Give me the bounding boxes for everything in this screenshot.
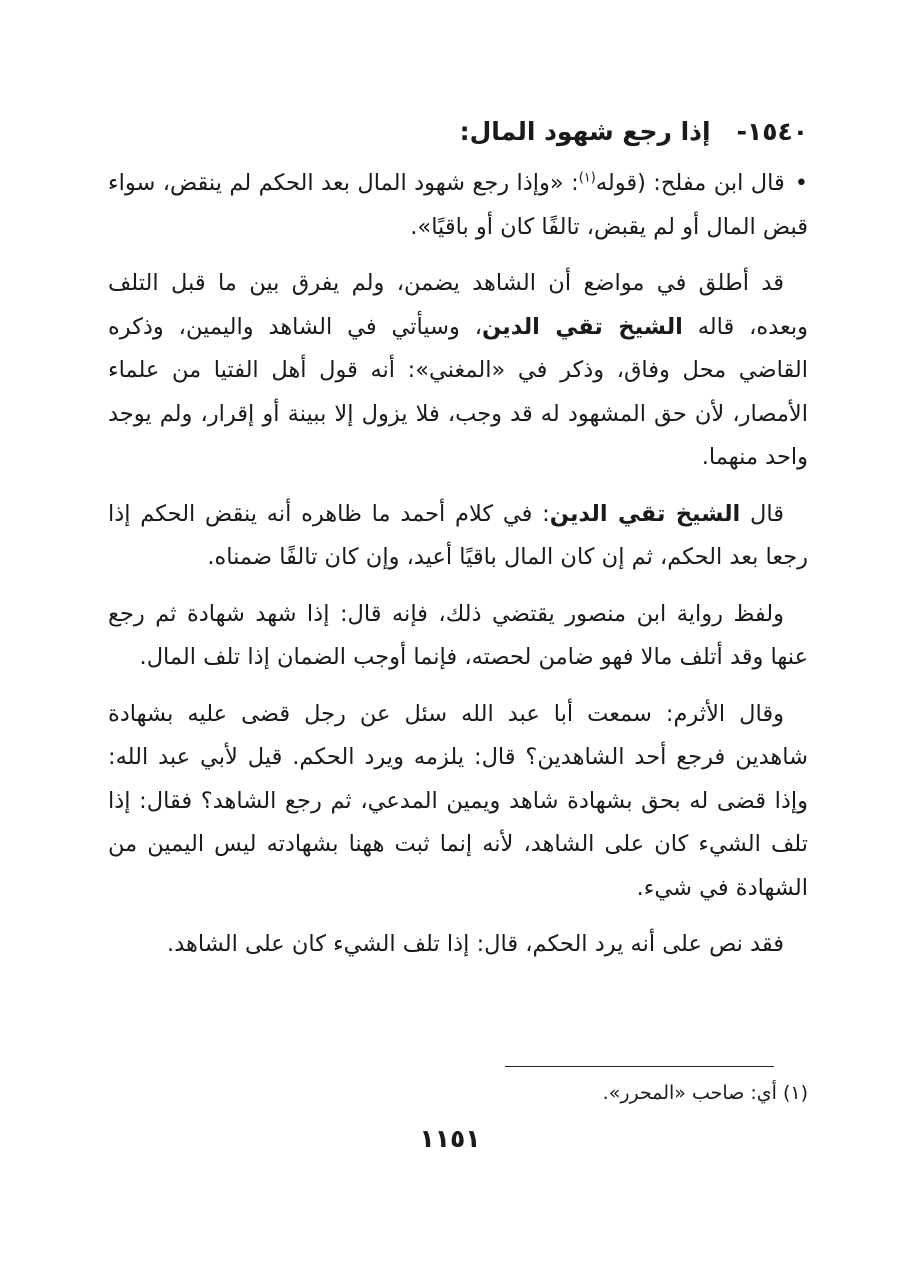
section-title: إذا رجع شهود المال: <box>459 117 711 146</box>
paragraph-3 <box>108 493 808 580</box>
paragraph-5: وقال الأثرم: سمعت أبا عبد الله سئل عن رجل قضى عليه بشهادة شاهدين فرجع أحد الشاهدين؟ قال: يلزمه ويرد الحكم. قيل لأبي عبد الله: وإذا قضى له بحق بشهادة شاهد ويمين المدعي، ثم رجع الشاهد؟ فقال: إذا تلف الشيء كان على الشاهد، لأنه إنما ثبت ههنا بشهادته ليس اليمين من الشهادة في شيء. <box>108 700 808 901</box>
paragraph-6: فقد نص على أنه يرد الحكم، قال: إذا تلف الشيء كان على الشاهد. <box>167 931 784 957</box>
paragraph-4: ولفظ رواية ابن منصور يقتضي ذلك، فإنه قال: إذا شهد شهادة ثم رجع عنها وقد أتلف مالا فهو ضامن لحصته، فإنما أوجب الضمان إذا تلف المال. <box>108 600 808 670</box>
footnote <box>108 1078 808 1108</box>
paragraph-2-part-1: قد أطلق في مواضع أن الشاهد يضمن، ولم يفرق بين ما قبل التلف وبعده، قاله <box>108 270 808 340</box>
footnote-marker: (١) <box>782 1082 808 1104</box>
footnote-text: أي: صاحب «المحرر». <box>602 1082 777 1104</box>
section-number: ١٥٤٠- <box>736 117 808 146</box>
footnote-divider <box>505 1066 774 1067</box>
section-heading <box>108 112 808 152</box>
paragraph-2 <box>108 262 808 480</box>
page-number: ١١٥١ <box>419 1124 481 1153</box>
paragraph-1-text: : «وإذا رجع شهود المال بعد الحكم لم ينقض، سواء قبض المال أو لم يقبض، تالفًا كان أو باقيًا». <box>108 170 808 240</box>
paragraph-3-bold-name: الشيخ تقي الدين <box>549 500 741 527</box>
page-body <box>108 112 808 980</box>
paragraph-3-part-1: قال <box>740 500 784 527</box>
paragraph-1-intro: قال ابن مفلح: (قوله <box>595 170 785 196</box>
footnote-reference[interactable]: (١) <box>578 170 596 186</box>
paragraph-3-part-2: : في كلام أحمد ما ظاهره أنه ينقض الحكم إذا رجعا بعد الحكم، ثم إن كان المال باقيًا أعيد، وإن كان تالفًا ضمناه. <box>108 500 808 570</box>
paragraph-2-bold-name: الشيخ تقي الدين <box>482 313 683 340</box>
paragraph-2-part-2: ، وسيأتي في الشاهد واليمين، وذكره القاضي محل وفاق، وذكر في «المغني»: أنه قول أهل الفتيا من علماء الأمصار، لأن حق المشهود له قد وجب، فلا يزول إلا ببينة أو إقرار، ولم يوجد واحد منهما. <box>108 313 808 470</box>
bullet-icon: • <box>794 170 808 196</box>
paragraph-1 <box>108 162 808 249</box>
